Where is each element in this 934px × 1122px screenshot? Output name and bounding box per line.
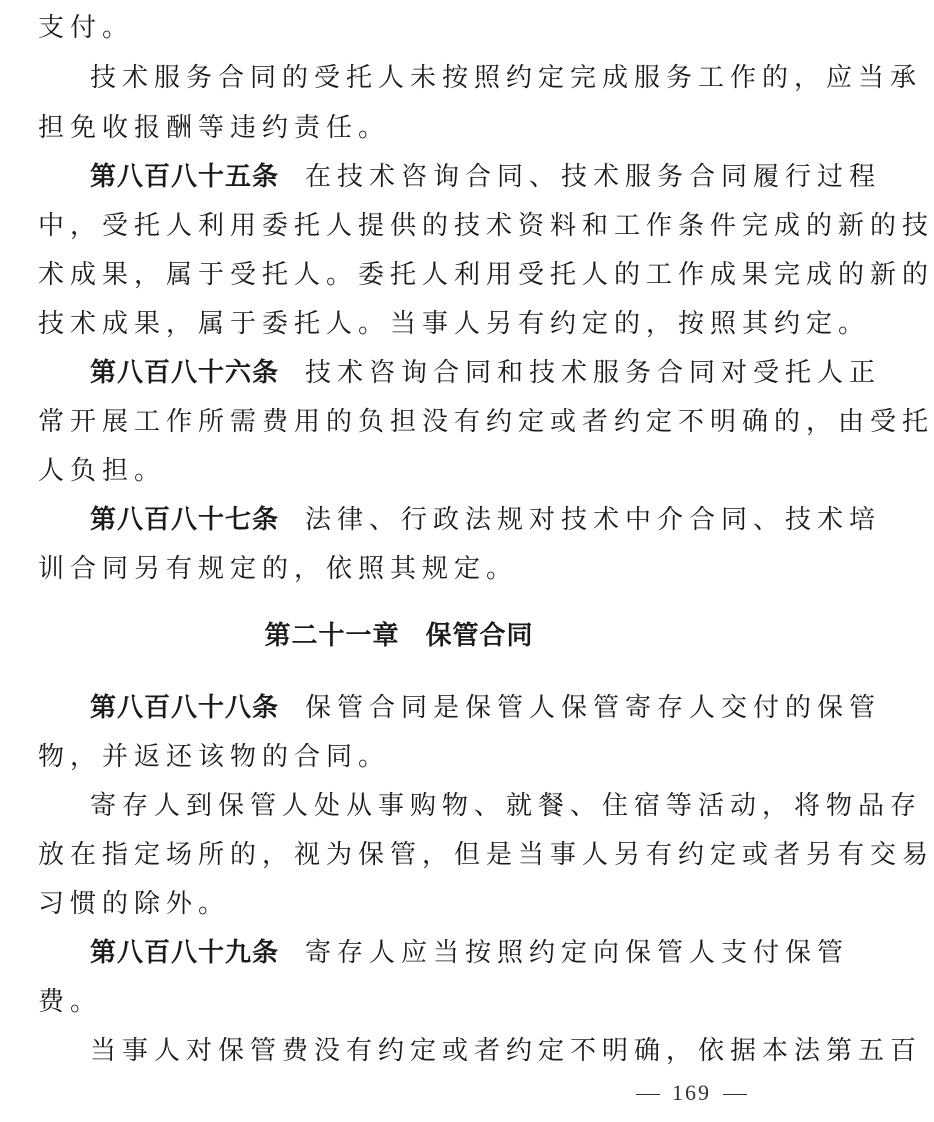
text-line: 物，并返还该物的合同。 bbox=[38, 742, 391, 772]
article-text: 在技术咨询合同、技术服务合同履行过程 bbox=[305, 162, 882, 192]
article-text: 寄存人应当按照约定向保管人支付保管 bbox=[305, 938, 850, 968]
text-line: 寄存人到保管人处从事购物、就餐、住宿等活动，将物品存 bbox=[90, 791, 923, 821]
article-number: 第八百八十八条 bbox=[90, 693, 280, 723]
article-text: 技术咨询合同和技术服务合同对受托人正 bbox=[305, 358, 882, 388]
dash-right bbox=[723, 1094, 747, 1095]
text-line: 习惯的除外。 bbox=[38, 889, 231, 919]
dash-left bbox=[636, 1094, 660, 1095]
text-line: 支付。 bbox=[38, 13, 135, 43]
page-number bbox=[624, 1080, 759, 1106]
text-line: 技术成果，属于委托人。当事人另有约定的，按照其约定。 bbox=[38, 309, 871, 339]
article-line bbox=[38, 353, 882, 393]
text-line: 中，受托人利用委托人提供的技术资料和工作条件完成的新的技 bbox=[38, 211, 934, 241]
text-line: 费。 bbox=[38, 987, 103, 1017]
article-line bbox=[38, 933, 850, 973]
article-line bbox=[38, 157, 882, 197]
article-line bbox=[38, 500, 882, 540]
text-line: 术成果，属于受托人。委托人利用受托人的工作成果完成的新的 bbox=[38, 260, 934, 290]
article-text: 保管合同是保管人保管寄存人交付的保管 bbox=[305, 693, 882, 723]
text-line: 训合同另有规定的，依照其规定。 bbox=[38, 554, 519, 584]
text-line: 当事人对保管费没有约定或者约定不明确，依据本法第五百 bbox=[90, 1036, 923, 1066]
article-text: 法律、行政法规对技术中介合同、技术培 bbox=[305, 505, 882, 535]
article-line bbox=[38, 688, 882, 728]
chapter-heading bbox=[38, 616, 760, 656]
chapter-title: 保管合同 bbox=[425, 621, 534, 651]
text-line: 人负担。 bbox=[38, 456, 167, 486]
text-line: 技术服务合同的受托人未按照约定完成服务工作的，应当承 bbox=[90, 63, 923, 93]
article-number: 第八百八十六条 bbox=[90, 358, 280, 388]
text-line: 放在指定场所的，视为保管，但是当事人另有约定或者另有交易 bbox=[38, 840, 934, 870]
text-line: 常开展工作所需费用的负担没有约定或者约定不明确的，由受托 bbox=[38, 407, 934, 437]
article-number: 第八百八十五条 bbox=[90, 162, 280, 192]
article-number: 第八百八十七条 bbox=[90, 505, 280, 535]
chapter-number: 第二十一章 bbox=[264, 621, 400, 651]
text-line: 担免收报酬等违约责任。 bbox=[38, 113, 391, 143]
article-number: 第八百八十九条 bbox=[90, 938, 280, 968]
page-number-value: 169 bbox=[672, 1080, 711, 1105]
